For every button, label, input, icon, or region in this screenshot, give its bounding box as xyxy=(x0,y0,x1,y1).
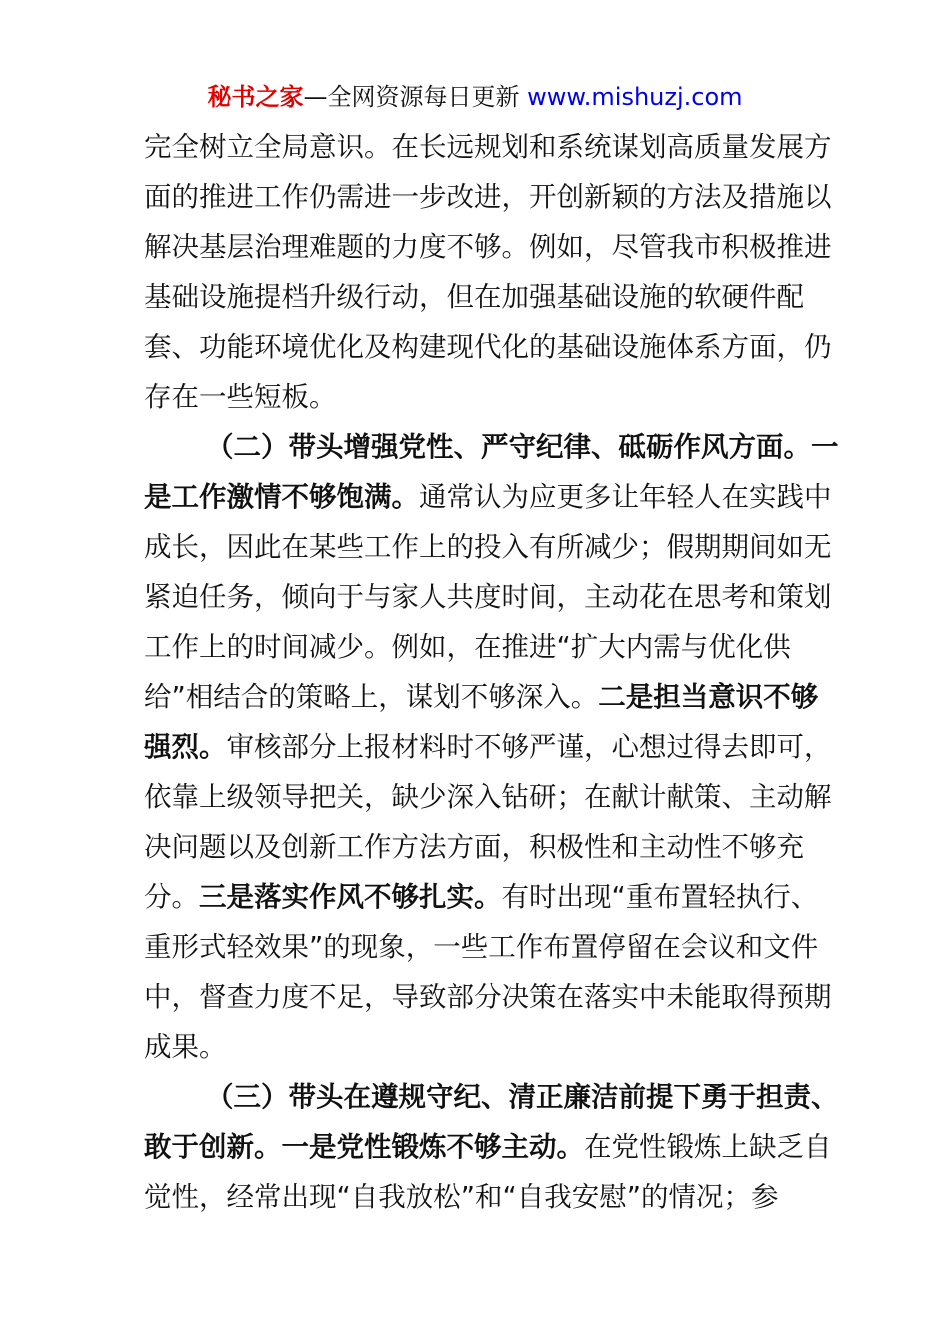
text-line xyxy=(144,272,808,322)
text-line xyxy=(144,172,832,222)
text-line xyxy=(144,922,819,972)
header-tagline: —全网资源每日更新 xyxy=(303,83,528,111)
text-segment: 审核部分上报材料时不够严谨，心想过得去即可， xyxy=(226,731,832,763)
text-segment: 依靠上级领导把关，缺少深入钻研；在献计献策、主动解 xyxy=(144,781,832,813)
bold-text-segment: 三是落实作风不够扎实。 xyxy=(199,881,502,913)
bold-text-segment: （二）带头增强党性、严守纪律、砥砺作风方面。一 xyxy=(206,431,839,463)
text-line xyxy=(144,622,808,672)
text-line xyxy=(144,672,819,722)
bold-text-segment: 敢于创新。一是党性锻炼不够主动。 xyxy=(144,1131,584,1163)
text-line xyxy=(144,1122,832,1172)
text-segment: 面的推进工作仍需进一步改进，开创新颖的方法及措施以 xyxy=(144,181,832,213)
text-segment: 工作上的时间减少。例如，在推进“扩大内需与优化供 xyxy=(144,631,791,663)
text-line xyxy=(144,872,819,922)
text-line xyxy=(144,1022,808,1072)
text-line xyxy=(144,222,832,272)
header-brand: 秘书之家 xyxy=(207,83,304,111)
text-line xyxy=(144,472,832,522)
text-segment: 中，督查力度不足，导致部分决策在落实中未能取得预期 xyxy=(144,981,832,1013)
text-line xyxy=(144,972,832,1022)
text-segment: 成长，因此在某些工作上的投入有所减少；假期期间如无 xyxy=(144,531,832,563)
text-segment: 在党性锻炼上缺乏自 xyxy=(584,1131,832,1163)
text-line xyxy=(144,822,808,872)
text-line xyxy=(144,322,832,372)
text-segment: 觉性，经常出现“自我放松”和“自我安慰”的情况；参 xyxy=(144,1181,779,1213)
text-segment: 通常认为应更多让年轻人在实践中 xyxy=(419,481,832,513)
text-line xyxy=(144,572,832,622)
bold-text-segment: 是工作激情不够饱满。 xyxy=(144,481,419,513)
bold-text-segment: （三）带头在遵规守纪、清正廉洁前提下勇于担责、 xyxy=(206,1081,839,1113)
text-line xyxy=(144,772,832,822)
text-segment: 成果。 xyxy=(144,1031,227,1063)
text-segment: 决问题以及创新工作方法方面，积极性和主动性不够充 xyxy=(144,831,804,863)
page-header xyxy=(0,80,950,114)
text-segment: 完全树立全局意识。在长远规划和系统谋划高质量发展方 xyxy=(144,131,832,163)
text-segment: 分。 xyxy=(144,881,199,913)
text-line xyxy=(144,722,832,772)
text-line xyxy=(144,422,839,472)
header-site-link[interactable]: www.mishuzj.com xyxy=(527,83,743,111)
text-line xyxy=(144,1172,808,1222)
text-line xyxy=(144,522,832,572)
text-segment: 重形式轻效果”的现象，一些工作布置停留在会议和文件 xyxy=(144,931,819,963)
text-segment: 基础设施提档升级行动，但在加强基础设施的软硬件配 xyxy=(144,281,804,313)
bold-text-segment: 二是担当意识不够 xyxy=(598,681,819,713)
text-line xyxy=(144,122,832,172)
text-segment: 给”相结合的策略上，谋划不够深入。 xyxy=(144,681,599,713)
text-segment: 有时出现“重布置轻执行、 xyxy=(501,881,819,913)
document-body xyxy=(144,122,839,1222)
text-segment: 套、功能环境优化及构建现代化的基础设施体系方面，仍 xyxy=(144,331,832,363)
text-segment: 解决基层治理难题的力度不够。例如，尽管我市积极推进 xyxy=(144,231,832,263)
bold-text-segment: 强烈。 xyxy=(144,731,227,763)
text-line xyxy=(144,372,808,422)
text-segment: 紧迫任务，倾向于与家人共度时间，主动花在思考和策划 xyxy=(144,581,832,613)
text-line xyxy=(144,1072,839,1122)
text-segment: 存在一些短板。 xyxy=(144,381,337,413)
